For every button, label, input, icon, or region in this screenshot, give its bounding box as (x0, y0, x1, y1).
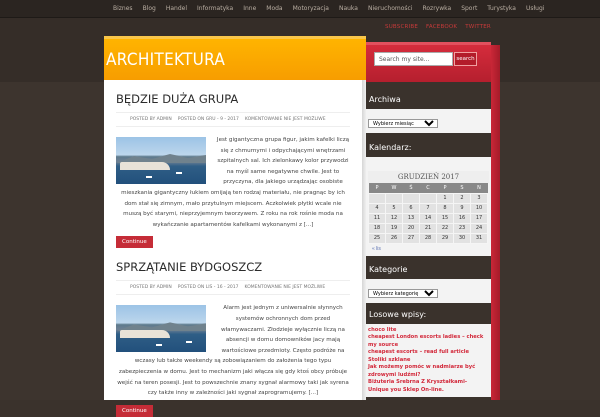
nav-item[interactable]: Usługi (525, 5, 545, 12)
calendar-day (403, 193, 420, 203)
calendar-widget (366, 138, 491, 256)
post-date: POSTED ON GRU - 9 - 2017 (177, 117, 239, 122)
nav-item[interactable]: Turystyka (487, 5, 516, 12)
nav-item[interactable]: Informatyka (197, 5, 234, 12)
calendar-day: 21 (420, 223, 437, 233)
calendar-day: 8 (437, 203, 454, 213)
post-title[interactable]: BĘDZIE DUŻA GRUPA (116, 92, 239, 106)
calendar-day-header: W (386, 183, 403, 193)
calendar-day: 31 (471, 233, 488, 243)
calendar-day: 17 (471, 213, 488, 223)
calendar-day: 29 (437, 233, 454, 243)
nav-item[interactable]: Nieruchomości (367, 5, 413, 12)
calendar-day: 11 (369, 213, 386, 223)
nav-item[interactable]: Motoryzacja (292, 5, 329, 12)
calendar-day: 28 (420, 233, 437, 243)
calendar-day-header: Ś (403, 183, 420, 193)
widget-title: Kalendarz: (369, 143, 412, 152)
search-input[interactable]: Search my site... (374, 52, 453, 66)
categories-select[interactable] (368, 289, 438, 298)
continue-button[interactable]: Continue (116, 236, 153, 248)
nav-item[interactable]: Sport (461, 5, 478, 12)
calendar-day-header: N (471, 183, 488, 193)
post-body (116, 135, 350, 248)
top-navigation (0, 0, 600, 18)
widget-title: Archiwa (369, 95, 401, 104)
calendar-day: 14 (420, 213, 437, 223)
calendar-day: 7 (420, 203, 437, 213)
site-title[interactable]: ARCHITEKTURA (106, 50, 226, 70)
calendar-day-header: P (437, 183, 454, 193)
subscribe-link[interactable]: SUBSCRIBE (385, 24, 419, 30)
post-excerpt: Alarm jest jednym z uniwersalnie słynnych systemów ochronnych dom przed włamywaczami. Złodzieje wyłącznie liczą na absencji w domu domowników jacy mają wartościowe przedmioty. Często podróże na wczasy lub także weekendy są zobowiązaniem do założenia tego typu zabezpieczenia w domu. Jest to mechanizm jaki włącza się gdy ktoś obcy próbuje wejść na teren posesji. Jest to powszechnie znany sygnał alarmowy taki jak syrena czy także inny w zależności jaki sygnał zaprogramujemy. [...] (117, 305, 349, 397)
calendar-day: 5 (386, 203, 403, 213)
facebook-link[interactable]: FACEBOOK (426, 24, 458, 30)
calendar-day: 9 (454, 203, 471, 213)
search-button[interactable]: search (454, 52, 477, 66)
widget-title: Kategorie (369, 264, 408, 274)
archive-widget (366, 90, 491, 133)
calendar-day: 10 (471, 203, 488, 213)
calendar-day: 19 (386, 223, 403, 233)
background-right (500, 82, 600, 400)
calendar-day (386, 193, 403, 203)
calendar-day: 30 (454, 233, 471, 243)
calendar-day: 20 (403, 223, 420, 233)
calendar-day: 22 (437, 223, 454, 233)
widget-title: Losowe wpisy: (369, 309, 427, 319)
calendar-table (368, 183, 488, 244)
post-thumbnail[interactable] (116, 305, 206, 352)
random-posts-list (366, 324, 491, 398)
background-left (0, 82, 104, 400)
calendar-day-header: C (420, 183, 437, 193)
post-date: POSTED ON LIS - 16 - 2017 (177, 285, 239, 291)
post (116, 260, 350, 416)
calendar-day: 15 (437, 213, 454, 223)
post-body (116, 303, 350, 416)
post-author: POSTED BY ADMIN (130, 285, 172, 291)
post-author: POSTED BY ADMIN (130, 117, 172, 122)
calendar-day (369, 193, 386, 203)
calendar-day (420, 193, 437, 203)
calendar-day: 16 (454, 213, 471, 223)
calendar-day: 18 (369, 223, 386, 233)
main-content (104, 80, 362, 414)
post-title[interactable]: SPRZĄTANIE BYDGOSZCZ (116, 260, 263, 275)
post-meta (116, 112, 350, 127)
random-posts-widget (366, 305, 491, 398)
random-post-link[interactable]: Biżuteria Srebrna Z Kryształkami- Unique you Sklep On-line. (368, 379, 467, 393)
continue-button[interactable]: Continue (116, 405, 153, 417)
calendar-day: 24 (471, 223, 488, 233)
post-thumbnail[interactable] (116, 137, 206, 184)
nav-item[interactable]: Nauka (338, 5, 358, 12)
calendar-day: 1 (437, 193, 454, 203)
nav-item[interactable]: Biznes (113, 5, 133, 12)
random-post-link[interactable]: Stoliki szklane (368, 356, 411, 363)
calendar-day: 26 (386, 233, 403, 243)
post-excerpt: Jest gigantyczna grupa figur, jakim kafelki liczą się z chmurnymi i odpychającymi wnętrzami szpitalnych sal. Ich zielonkawy kolor przywodzi na myśl same negatywne chwile. Jest to przyczyna, dla jakiego urządzając osobiste mieszkania gigantyczny łukiem omijają ten rodzaj materiału, nie pragnąc by ich dom stał się zimnym, mało przytulnym miejscem. Aczkolwiek płytki wcale nie muszą być starymi, nieprzyjemnym tworzywem. Z roku na rok rośnie moda na wykańczanie apartamentów kafelkami wykonanymi z [...] (121, 137, 350, 228)
calendar-day-header: P (369, 183, 386, 193)
post-comments: KOMENTOWANIE NIE JEST MOŻLIWE (244, 285, 326, 291)
social-links (385, 24, 491, 30)
calendar-caption: GRUDZIEŃ 2017 (368, 171, 489, 183)
random-post-link[interactable]: Jak możemy pomóc w nadmiarze być zdrowymi ludźmi? (368, 364, 476, 378)
random-post-link[interactable]: choco lite (368, 326, 397, 333)
calendar-prev-link[interactable]: « lis (372, 245, 381, 252)
site-title-banner (104, 36, 366, 80)
twitter-link[interactable]: TWITTER (465, 24, 491, 30)
calendar-day: 2 (454, 193, 471, 203)
calendar-day: 6 (403, 203, 420, 213)
nav-item[interactable]: Moda (266, 5, 283, 12)
calendar-day: 4 (369, 203, 386, 213)
nav-item[interactable]: Handel (165, 5, 187, 12)
random-post-link[interactable]: cheapest escorts – read full article (368, 349, 470, 355)
sidebar (366, 90, 491, 400)
categories-widget (366, 260, 491, 303)
calendar-day: 3 (471, 193, 488, 203)
calendar-day: 12 (386, 213, 403, 223)
post-meta (116, 280, 350, 295)
archive-select[interactable] (368, 119, 438, 128)
post-comments: KOMENTOWANIE NIE JEST MOŻLIWE (244, 117, 326, 122)
random-post-link[interactable]: cheapest London escorts ladies – check my source (368, 334, 484, 348)
nav-item[interactable]: Inne (243, 5, 257, 12)
calendar-day-header: S (454, 183, 471, 193)
nav-item[interactable]: Blog (142, 5, 156, 12)
calendar-day: 25 (369, 233, 386, 243)
calendar-day: 13 (403, 213, 420, 223)
sidebar-edge (491, 45, 500, 400)
calendar-day: 27 (403, 233, 420, 243)
post (116, 92, 350, 248)
calendar-day: 23 (454, 223, 471, 233)
nav-item[interactable]: Rozrywka (422, 5, 452, 12)
